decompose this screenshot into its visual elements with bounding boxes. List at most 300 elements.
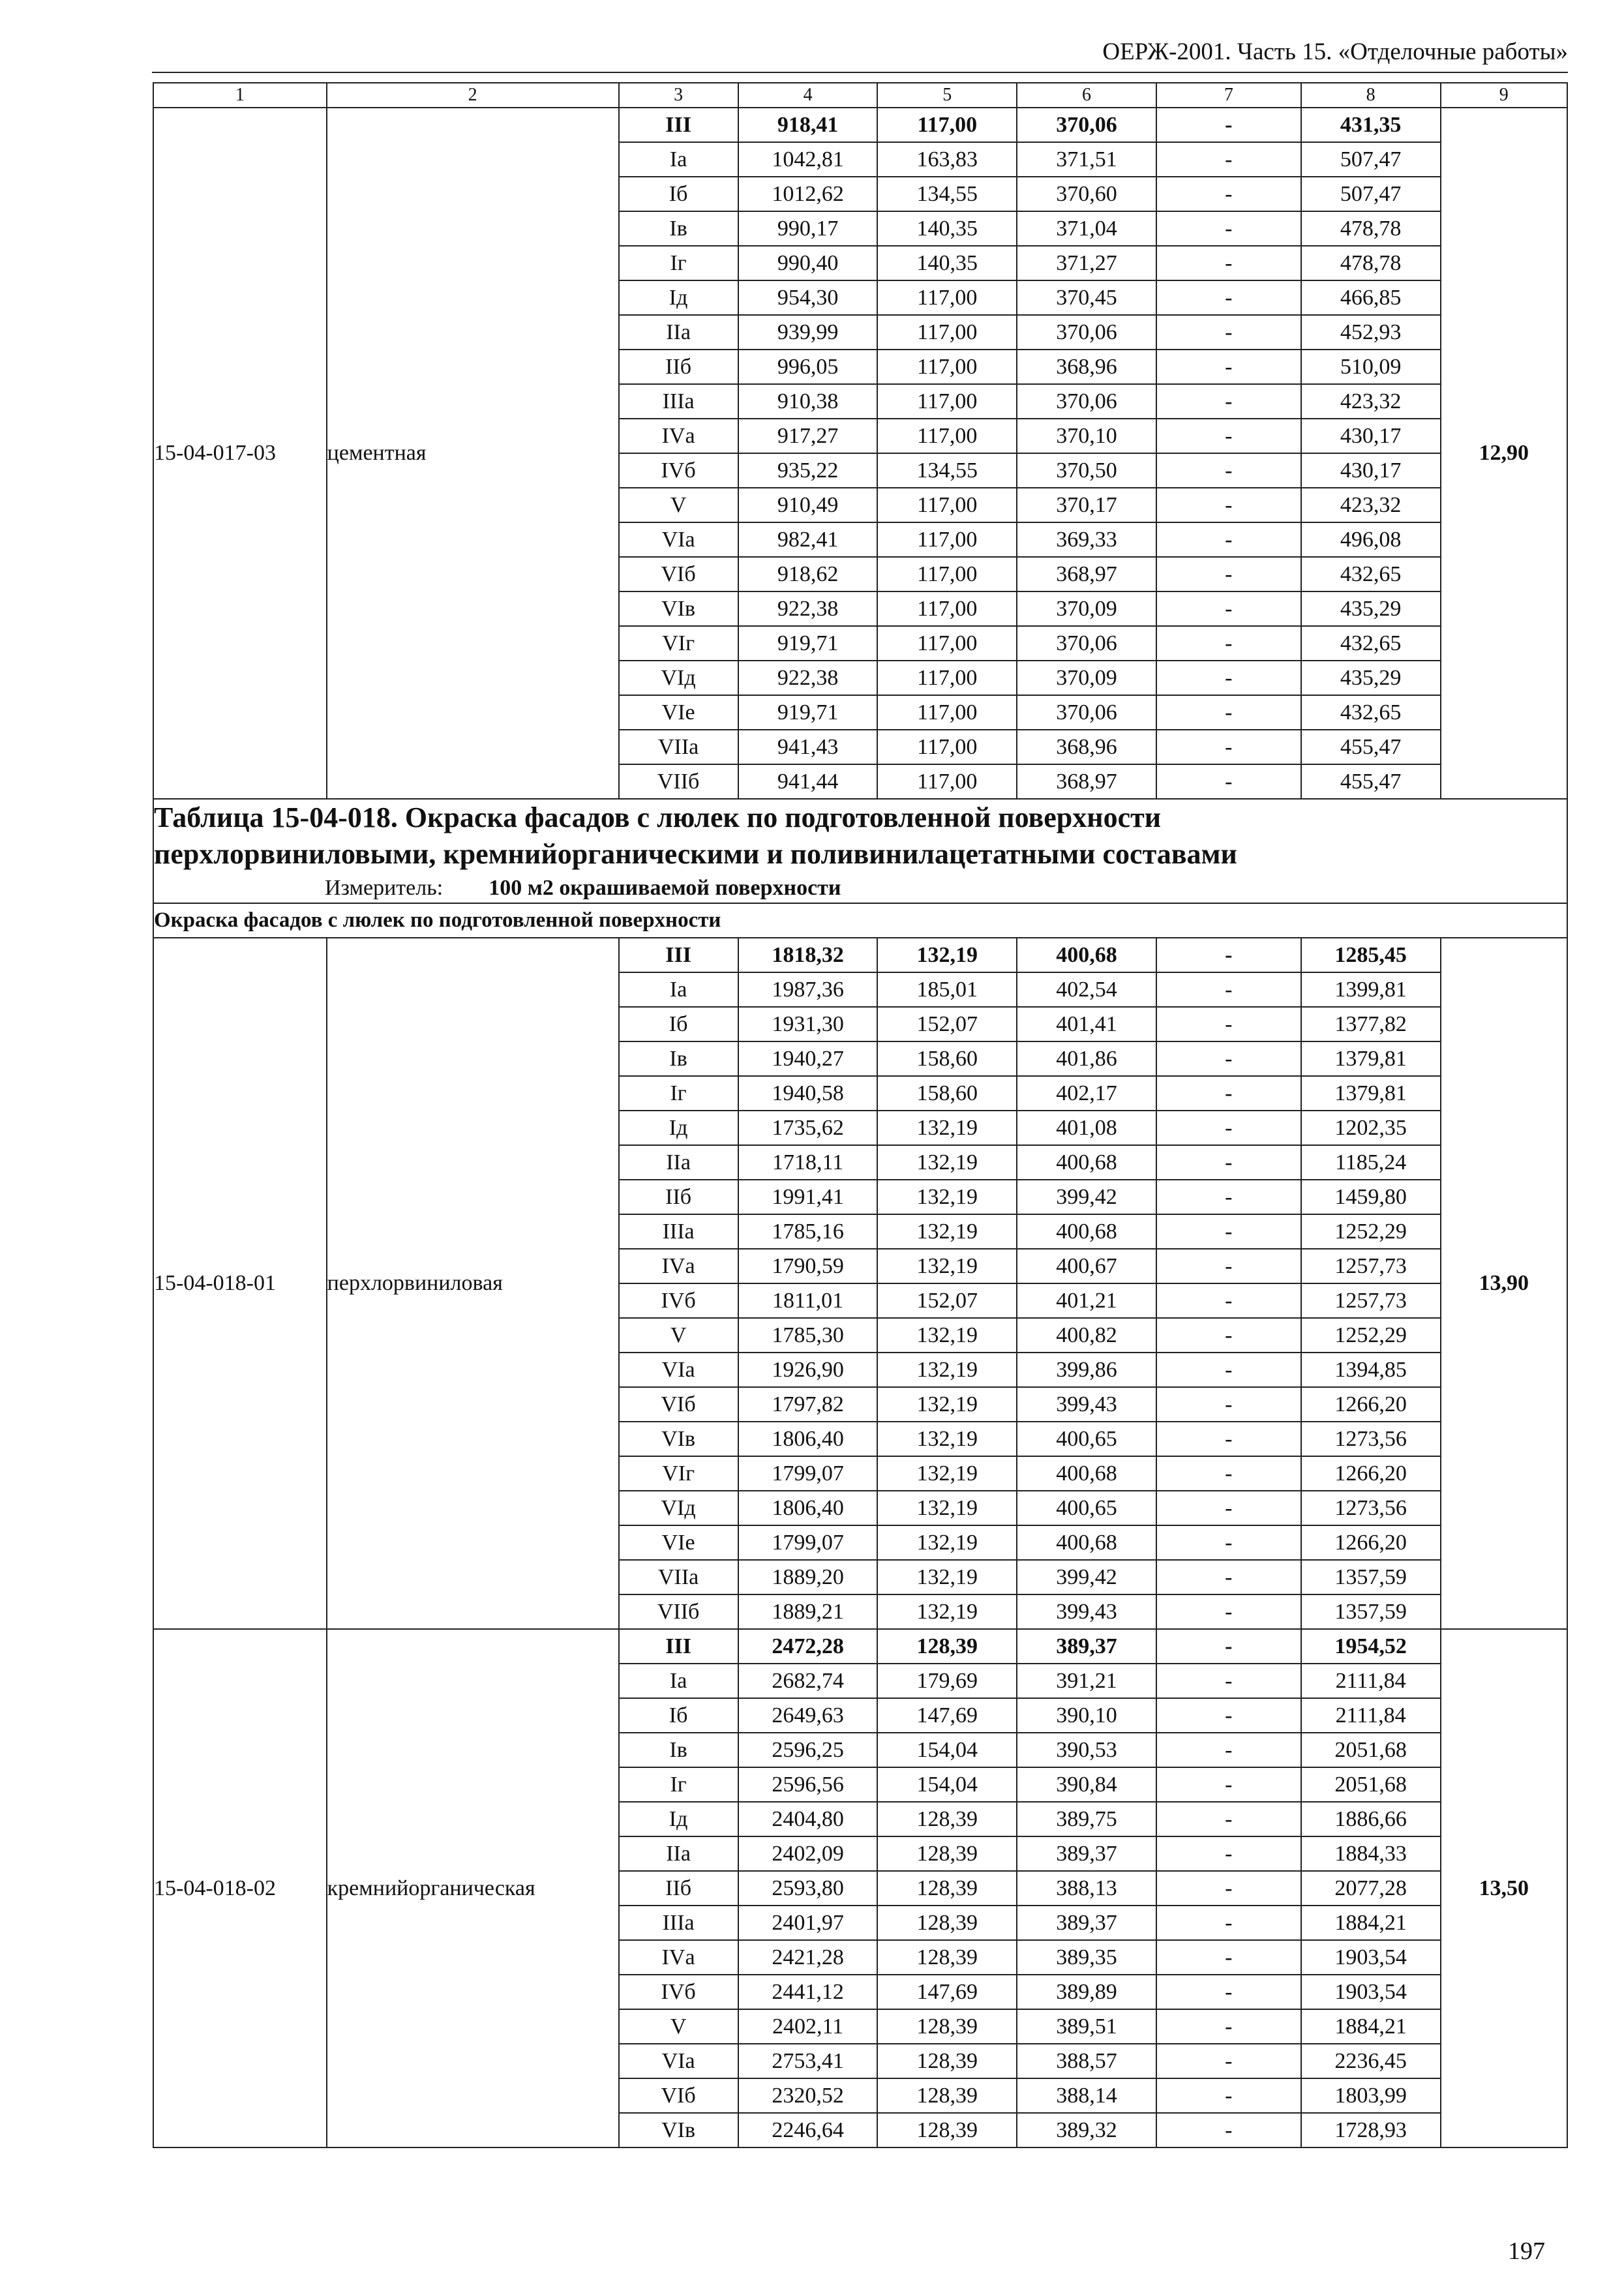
item-code: 15-04-018-01 [153, 938, 327, 1629]
value-cell: 128,39 [877, 1802, 1017, 1836]
value-cell: - [1156, 142, 1301, 177]
value-cell: 401,21 [1017, 1283, 1156, 1318]
value-cell: 2441,12 [738, 1975, 878, 2009]
value-cell: 922,38 [738, 661, 878, 695]
value-cell: 389,35 [1017, 1940, 1156, 1975]
zone-cell: VIв [619, 591, 738, 626]
value-cell: 400,67 [1017, 1249, 1156, 1283]
column-number: 5 [877, 83, 1017, 108]
value-cell: - [1156, 1387, 1301, 1422]
value-cell: 370,10 [1017, 419, 1156, 453]
zone-cell: Iд [619, 1111, 738, 1145]
value-cell: 1803,99 [1301, 2078, 1441, 2113]
value-cell: - [1156, 1733, 1301, 1767]
zone-cell: V [619, 1318, 738, 1353]
value-cell: 158,60 [877, 1076, 1017, 1111]
value-cell: 2111,84 [1301, 1698, 1441, 1733]
value-cell: - [1156, 591, 1301, 626]
value-cell: 1889,20 [738, 1560, 878, 1594]
zone-cell: Iа [619, 142, 738, 177]
column-numbers-row [153, 83, 1567, 108]
zone-cell: IIа [619, 1836, 738, 1871]
value-cell: 402,54 [1017, 972, 1156, 1007]
value-cell: 917,27 [738, 419, 878, 453]
value-cell: 1257,73 [1301, 1283, 1441, 1318]
value-cell: 496,08 [1301, 522, 1441, 557]
value-cell: 435,29 [1301, 591, 1441, 626]
value-cell: 152,07 [877, 1007, 1017, 1041]
value-cell: 132,19 [877, 1180, 1017, 1214]
zone-cell: IIа [619, 1145, 738, 1180]
zone-cell: VIб [619, 2078, 738, 2113]
value-cell: 1459,80 [1301, 1180, 1441, 1214]
value-cell: 163,83 [877, 142, 1017, 177]
value-cell: 1273,56 [1301, 1422, 1441, 1456]
table-title-line2: перхлорвиниловыми, кремнийорганическими и поливинилацетатными составами [154, 838, 1237, 870]
zone-cell: VIIб [619, 1594, 738, 1629]
zone-cell: VIд [619, 1491, 738, 1525]
value-cell: 1954,52 [1301, 1629, 1441, 1664]
value-cell: - [1156, 1491, 1301, 1525]
value-cell: 368,97 [1017, 764, 1156, 799]
value-cell: - [1156, 1664, 1301, 1698]
value-cell: - [1156, 1525, 1301, 1560]
value-cell: - [1156, 2113, 1301, 2147]
value-cell: 1735,62 [738, 1111, 878, 1145]
item-code: 15-04-017-03 [153, 108, 327, 799]
value-cell: 919,71 [738, 695, 878, 730]
value-cell: 466,85 [1301, 280, 1441, 315]
value-cell: 401,41 [1017, 1007, 1156, 1041]
value-cell: 185,01 [877, 972, 1017, 1007]
value-cell: - [1156, 1041, 1301, 1076]
value-cell: 132,19 [877, 1145, 1017, 1180]
value-cell: 371,51 [1017, 142, 1156, 177]
value-cell: 1266,20 [1301, 1387, 1441, 1422]
value-cell: 1266,20 [1301, 1456, 1441, 1491]
value-cell: 2596,56 [738, 1767, 878, 1802]
value-cell: 399,43 [1017, 1594, 1156, 1629]
value-cell: 2402,09 [738, 1836, 878, 1871]
value-cell: 1377,82 [1301, 1007, 1441, 1041]
value-cell: 370,09 [1017, 661, 1156, 695]
table-title [153, 799, 1567, 903]
value-cell: 371,27 [1017, 246, 1156, 280]
item-name: перхлорвиниловая [327, 938, 619, 1629]
zone-cell: VIе [619, 695, 738, 730]
value-cell: 430,17 [1301, 419, 1441, 453]
value-cell: - [1156, 938, 1301, 972]
measure-line [154, 874, 1567, 903]
value-cell: 982,41 [738, 522, 878, 557]
zone-cell: Iа [619, 972, 738, 1007]
value-cell: 128,39 [877, 1940, 1017, 1975]
value-cell: 1818,32 [738, 938, 878, 972]
value-cell: 2753,41 [738, 2044, 878, 2078]
value-cell: 1728,93 [1301, 2113, 1441, 2147]
value-cell: 388,14 [1017, 2078, 1156, 2113]
value-cell: 507,47 [1301, 142, 1441, 177]
value-cell: 2320,52 [738, 2078, 878, 2113]
value-cell: 128,39 [877, 2078, 1017, 2113]
value-cell: - [1156, 972, 1301, 1007]
value-cell: - [1156, 1871, 1301, 1906]
item-code: 15-04-018-02 [153, 1629, 327, 2147]
value-cell: 1799,07 [738, 1525, 878, 1560]
value-cell: 128,39 [877, 2113, 1017, 2147]
value-cell: - [1156, 764, 1301, 799]
value-cell: 132,19 [877, 1214, 1017, 1249]
value-cell: - [1156, 315, 1301, 350]
value-cell: 371,04 [1017, 211, 1156, 246]
value-cell: 117,00 [877, 661, 1017, 695]
zone-cell: IVа [619, 1249, 738, 1283]
value-cell: - [1156, 419, 1301, 453]
value-cell: 152,07 [877, 1283, 1017, 1318]
value-cell: 391,21 [1017, 1664, 1156, 1698]
value-cell: 401,08 [1017, 1111, 1156, 1145]
value-cell: - [1156, 1283, 1301, 1318]
value-cell: 455,47 [1301, 764, 1441, 799]
measure-label: Измеритель: [325, 876, 444, 900]
zone-cell: Iд [619, 280, 738, 315]
value-cell: 1987,36 [738, 972, 878, 1007]
zone-cell: IVа [619, 419, 738, 453]
value-cell: - [1156, 384, 1301, 419]
value-cell: - [1156, 488, 1301, 522]
value-cell: 389,51 [1017, 2009, 1156, 2044]
column-number: 2 [327, 83, 619, 108]
value-cell: - [1156, 1906, 1301, 1940]
value-cell: 922,38 [738, 591, 878, 626]
zone-cell: Iб [619, 1698, 738, 1733]
value-cell: 941,43 [738, 730, 878, 764]
value-cell: 2596,25 [738, 1733, 878, 1767]
table-row [153, 1629, 1567, 1664]
value-cell: 2111,84 [1301, 1664, 1441, 1698]
value-cell: 117,00 [877, 591, 1017, 626]
value-cell: 117,00 [877, 730, 1017, 764]
zone-cell: VIв [619, 2113, 738, 2147]
value-cell: - [1156, 1318, 1301, 1353]
value-cell: - [1156, 177, 1301, 211]
value-cell: 400,68 [1017, 1456, 1156, 1491]
zone-cell: VIIа [619, 730, 738, 764]
value-cell: 370,06 [1017, 108, 1156, 142]
value-cell: 389,37 [1017, 1836, 1156, 1871]
table-row [153, 938, 1567, 972]
value-cell: - [1156, 350, 1301, 384]
zone-cell: VIд [619, 661, 738, 695]
value-cell: - [1156, 1594, 1301, 1629]
value-cell: 117,00 [877, 522, 1017, 557]
value-cell: 179,69 [877, 1664, 1017, 1698]
value-cell: 370,06 [1017, 384, 1156, 419]
column-number: 8 [1301, 83, 1441, 108]
value-cell: 117,00 [877, 315, 1017, 350]
value-cell: 369,33 [1017, 522, 1156, 557]
value-cell: 996,05 [738, 350, 878, 384]
zone-cell: Iв [619, 1041, 738, 1076]
value-cell: 1790,59 [738, 1249, 878, 1283]
column-number: 4 [738, 83, 878, 108]
value-cell: 132,19 [877, 1387, 1017, 1422]
column-number: 3 [619, 83, 738, 108]
value-cell: 1799,07 [738, 1456, 878, 1491]
zone-cell: IIб [619, 1180, 738, 1214]
value-cell: 1394,85 [1301, 1353, 1441, 1387]
zone-cell: IIб [619, 350, 738, 384]
value-cell: 1266,20 [1301, 1525, 1441, 1560]
value-cell: 478,78 [1301, 211, 1441, 246]
zone-cell: IIб [619, 1871, 738, 1906]
value-cell: 132,19 [877, 1422, 1017, 1456]
zone-cell: Iд [619, 1802, 738, 1836]
page-header: ОЕРЖ-2001. Часть 15. «Отделочные работы» [1102, 38, 1568, 65]
column-number: 1 [153, 83, 327, 108]
value-cell: 402,17 [1017, 1076, 1156, 1111]
value-cell: 431,35 [1301, 108, 1441, 142]
value-cell: - [1156, 1767, 1301, 1802]
value-cell: 918,41 [738, 108, 878, 142]
table-title-line1: Таблица 15-04-018. Окраска фасадов с люлек по подготовленной поверхности [154, 801, 1162, 833]
zone-cell: VIа [619, 1353, 738, 1387]
value-cell: 2402,11 [738, 2009, 878, 2044]
value-cell: - [1156, 1836, 1301, 1871]
zone-cell: VIг [619, 626, 738, 661]
zone-cell: VIб [619, 1387, 738, 1422]
value-cell: 154,04 [877, 1733, 1017, 1767]
value-cell: 400,65 [1017, 1491, 1156, 1525]
value-cell: 910,49 [738, 488, 878, 522]
zone-cell: Iв [619, 1733, 738, 1767]
value-cell: 1252,29 [1301, 1318, 1441, 1353]
rates-table [153, 82, 1568, 2148]
value-cell: 1718,11 [738, 1145, 878, 1180]
table-row [153, 108, 1567, 142]
value-cell: - [1156, 1560, 1301, 1594]
value-cell: - [1156, 695, 1301, 730]
value-cell: 1931,30 [738, 1007, 878, 1041]
value-cell: - [1156, 1145, 1301, 1180]
value-cell: 140,35 [877, 246, 1017, 280]
value-cell: 2593,80 [738, 1871, 878, 1906]
value-cell: - [1156, 557, 1301, 591]
value-cell: 1884,33 [1301, 1836, 1441, 1871]
value-cell: 132,19 [877, 1353, 1017, 1387]
value-cell: 430,17 [1301, 453, 1441, 488]
value-cell: - [1156, 2044, 1301, 2078]
value-cell: 435,29 [1301, 661, 1441, 695]
column-number: 7 [1156, 83, 1301, 108]
value-cell: 1991,41 [738, 1180, 878, 1214]
zone-cell: VIа [619, 522, 738, 557]
value-cell: 2236,45 [1301, 2044, 1441, 2078]
column-number: 9 [1441, 83, 1567, 108]
value-cell: 134,55 [877, 177, 1017, 211]
zone-cell: VIа [619, 2044, 738, 2078]
value-cell: - [1156, 1698, 1301, 1733]
value-cell: 132,19 [877, 1249, 1017, 1283]
value-cell: 455,47 [1301, 730, 1441, 764]
value-cell: 939,99 [738, 315, 878, 350]
value-cell: 1252,29 [1301, 1214, 1441, 1249]
value-cell: 1257,73 [1301, 1249, 1441, 1283]
value-cell: 510,09 [1301, 350, 1441, 384]
value-cell: 1399,81 [1301, 972, 1441, 1007]
value-cell: 400,65 [1017, 1422, 1156, 1456]
value-cell: 388,57 [1017, 2044, 1156, 2078]
value-cell: 370,50 [1017, 453, 1156, 488]
value-cell: 132,19 [877, 1111, 1017, 1145]
value-cell: 132,19 [877, 938, 1017, 972]
value-cell: 399,86 [1017, 1353, 1156, 1387]
value-cell: 2246,64 [738, 2113, 878, 2147]
value-cell: 423,32 [1301, 384, 1441, 419]
zone-cell: IVб [619, 1975, 738, 2009]
value-cell: 128,39 [877, 2044, 1017, 2078]
zone-cell: Iа [619, 1664, 738, 1698]
table-title-row [153, 799, 1567, 903]
value-cell: 132,19 [877, 1594, 1017, 1629]
value-cell: 2401,97 [738, 1906, 878, 1940]
value-cell: 1202,35 [1301, 1111, 1441, 1145]
zone-cell: VIIа [619, 1560, 738, 1594]
value-cell: 452,93 [1301, 315, 1441, 350]
value-cell: 1797,82 [738, 1387, 878, 1422]
value-cell: - [1156, 522, 1301, 557]
value-cell: 399,42 [1017, 1560, 1156, 1594]
value-cell: 401,86 [1017, 1041, 1156, 1076]
value-cell: 132,19 [877, 1525, 1017, 1560]
value-cell: 132,19 [877, 1491, 1017, 1525]
value-cell: 1889,21 [738, 1594, 878, 1629]
value-cell: 954,30 [738, 280, 878, 315]
value-cell: 1379,81 [1301, 1076, 1441, 1111]
value-cell: 117,00 [877, 108, 1017, 142]
value-cell: 1903,54 [1301, 1940, 1441, 1975]
value-cell: 918,62 [738, 557, 878, 591]
value-cell: 389,32 [1017, 2113, 1156, 2147]
value-cell: - [1156, 1076, 1301, 1111]
value-cell: 132,19 [877, 1456, 1017, 1491]
column-number: 6 [1017, 83, 1156, 108]
value-cell: 2051,68 [1301, 1767, 1441, 1802]
value-cell: 400,68 [1017, 1525, 1156, 1560]
zone-cell: Iб [619, 1007, 738, 1041]
zone-cell: III [619, 108, 738, 142]
value-cell: 2649,63 [738, 1698, 878, 1733]
section-subtitle: Окраска фасадов с люлек по подготовленной поверхности [153, 903, 1567, 938]
value-cell: 399,43 [1017, 1387, 1156, 1422]
value-cell: - [1156, 661, 1301, 695]
value-cell: 1886,66 [1301, 1802, 1441, 1836]
value-cell: 1884,21 [1301, 2009, 1441, 2044]
zone-cell: IIIа [619, 384, 738, 419]
value-cell: 1806,40 [738, 1422, 878, 1456]
value-cell: 117,00 [877, 419, 1017, 453]
value-cell: 400,68 [1017, 1214, 1156, 1249]
zone-cell: III [619, 938, 738, 972]
value-cell: 128,39 [877, 1871, 1017, 1906]
zone-cell: V [619, 488, 738, 522]
value-cell: 2404,80 [738, 1802, 878, 1836]
value-cell: - [1156, 730, 1301, 764]
value-cell: 432,65 [1301, 626, 1441, 661]
value-cell: - [1156, 280, 1301, 315]
value-cell: 990,40 [738, 246, 878, 280]
value-cell: 2472,28 [738, 1629, 878, 1664]
value-cell: - [1156, 2009, 1301, 2044]
value-cell: 388,13 [1017, 1871, 1156, 1906]
value-cell: - [1156, 108, 1301, 142]
value-cell: 990,17 [738, 211, 878, 246]
value-cell: 390,53 [1017, 1733, 1156, 1767]
item-name: кремнийорганическая [327, 1629, 619, 2147]
value-cell: 117,00 [877, 626, 1017, 661]
value-cell: - [1156, 1456, 1301, 1491]
value-cell: 158,60 [877, 1041, 1017, 1076]
value-cell: 1357,59 [1301, 1560, 1441, 1594]
value-cell: 370,09 [1017, 591, 1156, 626]
value-cell: - [1156, 211, 1301, 246]
value-cell: 1884,21 [1301, 1906, 1441, 1940]
value-cell: 941,44 [738, 764, 878, 799]
value-cell: 423,32 [1301, 488, 1441, 522]
value-cell: 134,55 [877, 453, 1017, 488]
zone-cell: Iв [619, 211, 738, 246]
value-cell: 1811,01 [738, 1283, 878, 1318]
zone-cell: IVб [619, 453, 738, 488]
item-name: цементная [327, 108, 619, 799]
section-subtitle-row [153, 903, 1567, 938]
zone-cell: Iг [619, 1076, 738, 1111]
value-cell: 2421,28 [738, 1940, 878, 1975]
value-cell: 147,69 [877, 1698, 1017, 1733]
zone-cell: V [619, 2009, 738, 2044]
zone-cell: IVб [619, 1283, 738, 1318]
value-cell: 1185,24 [1301, 1145, 1441, 1180]
zone-cell: VIIб [619, 764, 738, 799]
value-cell: 1273,56 [1301, 1491, 1441, 1525]
value-cell: 935,22 [738, 453, 878, 488]
zone-cell: IIа [619, 315, 738, 350]
value-cell: - [1156, 1353, 1301, 1387]
value-cell: 432,65 [1301, 557, 1441, 591]
value-cell: 132,19 [877, 1560, 1017, 1594]
value-cell: 389,89 [1017, 1975, 1156, 2009]
zone-cell: VIб [619, 557, 738, 591]
value-cell: - [1156, 1975, 1301, 2009]
value-cell: - [1156, 1214, 1301, 1249]
value-cell: 370,06 [1017, 695, 1156, 730]
value-cell: - [1156, 1629, 1301, 1664]
value-cell: 400,82 [1017, 1318, 1156, 1353]
value-cell: 368,96 [1017, 730, 1156, 764]
value-cell: 117,00 [877, 350, 1017, 384]
column9-value: 13,50 [1441, 1629, 1567, 2147]
value-cell: - [1156, 626, 1301, 661]
value-cell: 368,97 [1017, 557, 1156, 591]
value-cell: 389,37 [1017, 1629, 1156, 1664]
value-cell: - [1156, 1422, 1301, 1456]
value-cell: 368,96 [1017, 350, 1156, 384]
value-cell: 1785,16 [738, 1214, 878, 1249]
value-cell: 128,39 [877, 1836, 1017, 1871]
zone-cell: VIе [619, 1525, 738, 1560]
value-cell: - [1156, 2078, 1301, 2113]
value-cell: 2077,28 [1301, 1871, 1441, 1906]
